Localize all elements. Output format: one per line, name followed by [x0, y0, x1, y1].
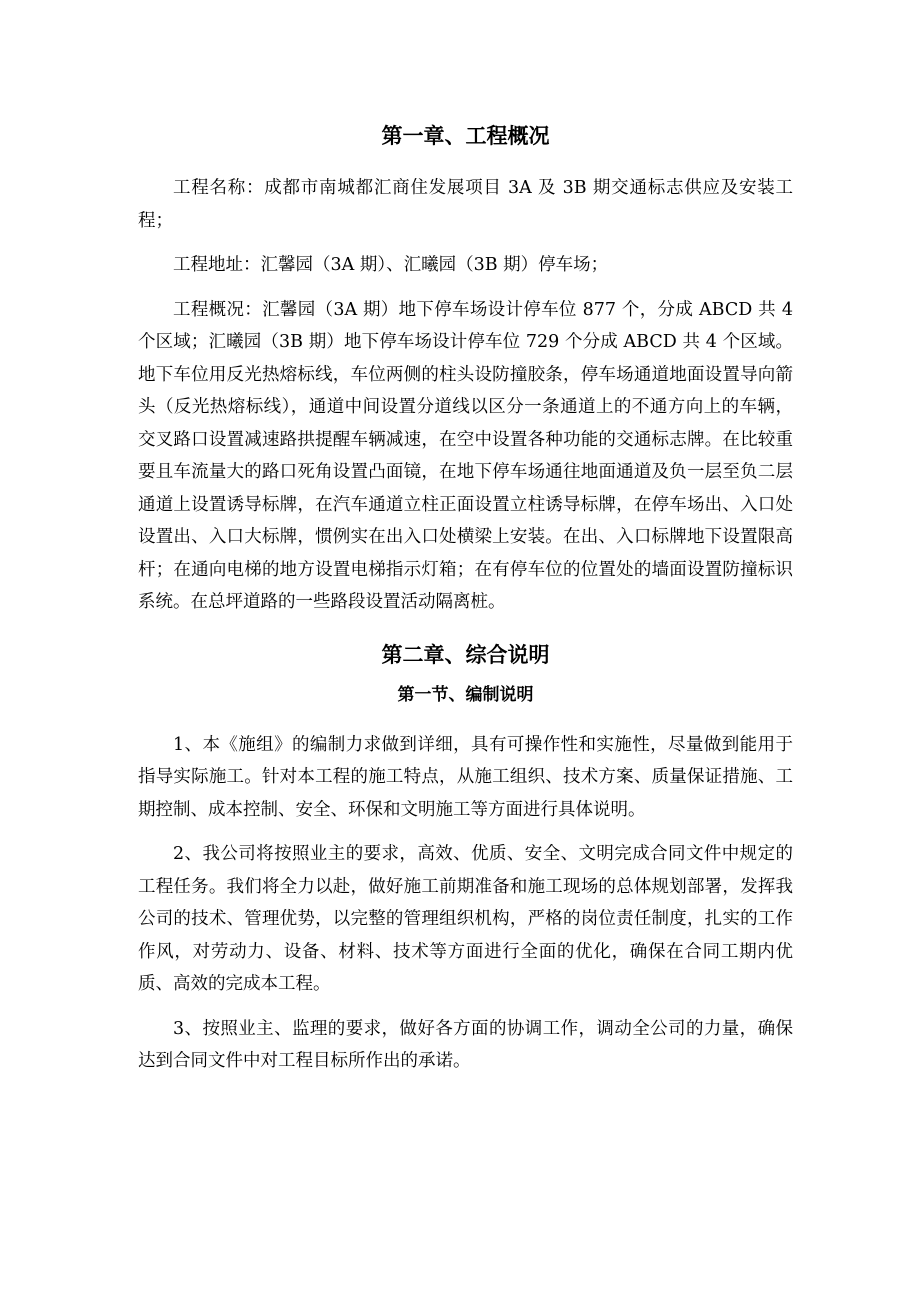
chapter-2-title: 第二章、综合说明	[381, 642, 550, 667]
section-1-title: 第一节、编制说明	[397, 684, 534, 705]
list-item: 3、按照业主、监理的要求，做好各方面的协调工作，调动全公司的力量，确保达到合同文件中对工程目标所作出的承诺。	[138, 1018, 793, 1071]
document-body	[138, 118, 793, 1078]
list-item: 2、我公司将按照业主的要求，高效、优质、安全、文明完成合同文件中规定的工程任务。我们将全力以赴，做好施工前期准备和施工现场的总体规划部署，发挥我公司的技术、管理优势，以完整的管理组织机构，严格的岗位责任制度，扎实的工作作风，对劳动力、设备、材料、技术等方面进行全面的优化，确保在合同工期内优质、高效的完成本工程。	[138, 844, 793, 994]
project-address-paragraph: 工程地址：汇馨园（3A 期）、汇曦园（3B 期）停车场；	[173, 255, 609, 275]
project-overview-paragraph: 工程概况：汇馨园（3A 期）地下停车场设计停车位 877 个，分成 ABCD 共 4 个区域；汇曦园（3B 期）地下停车场设计停车位 729 个分成 ABCD 共 4 个区域。地下车位用反光热熔标线，车位两侧的柱头设防撞胶条，停车场通道地面设置导向箭头（反光热熔标线），通道中间设置分道线以区分一条通道上的不通方向上的车辆，交叉路口设置减速路拱提醒车辆减速，在空中设置各种功能的交通标志牌。在比较重要且车流量大的路口死角设置凸面镜，在地下停车场通往地面通道及负一层至负二层通道上设置诱导标牌，在汽车通道立柱正面设置立柱诱导标牌，在停车场出、入口处设置出、入口大标牌，惯例实在出入口处横梁上安装。在出、入口标牌地下设置限高杆；在通向电梯的地方设置电梯指示灯箱；在有停车位的位置处的墙面设置防撞标识系统。在总坪道路的一些路段设置活动隔离桩。	[138, 299, 793, 612]
project-name-paragraph: 工程名称：成都市南城都汇商住发展项目 3A 及 3B 期交通标志供应及安装工程；	[138, 178, 793, 231]
chapter-1-title: 第一章、工程概况	[381, 124, 550, 148]
list-item: 1、本《施组》的编制力求做到详细，具有可操作性和实施性，尽量做到能用于指导实际施工。针对本工程的施工特点，从施工组织、技术方案、质量保证措施、工期控制、成本控制、安全、环保和文明施工等方面进行具体说明。	[138, 734, 793, 820]
